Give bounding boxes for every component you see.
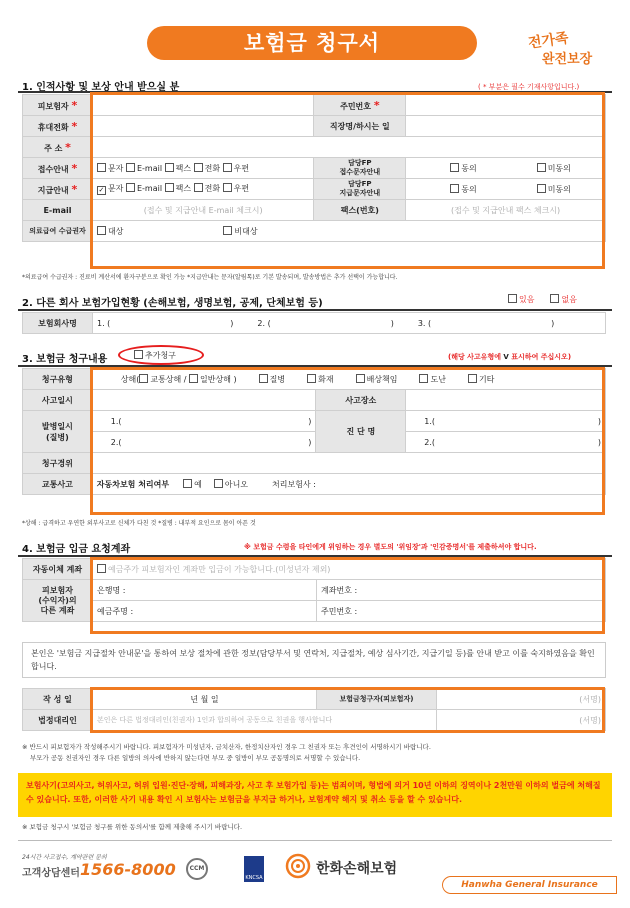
section1-heading: 1. 인적사항 및 보상 안내 받으실 분: [22, 82, 180, 93]
fp-receipt-disagree-checkbox[interactable]: [537, 163, 546, 172]
claim-type-label: 청구유형: [23, 369, 93, 390]
mobile-input[interactable]: [92, 116, 313, 137]
fp-payment-options: 동의 미동의: [406, 179, 606, 200]
medical-options: 대상 비대상: [92, 221, 605, 242]
medical-label: 의료급여 수급권자: [23, 221, 93, 242]
rep-label: 법정대리인: [23, 710, 93, 731]
fp-receipt-label: 담당FP 접수문자안내: [314, 158, 406, 179]
other-insurance-yes: 있음 없음: [508, 294, 577, 305]
payment-options: ✓ 문자 E-mail 팩스 전화 우편: [92, 179, 313, 200]
auto-no-checkbox[interactable]: [214, 479, 223, 488]
payment-email-checkbox[interactable]: [126, 183, 135, 192]
auto-yes-checkbox[interactable]: [183, 479, 192, 488]
account-table: [22, 558, 606, 622]
email-input[interactable]: (접수 및 지급안내 E-mail 체크시): [92, 200, 313, 221]
payment-fax-checkbox[interactable]: [165, 183, 174, 192]
place-label: 사고장소: [316, 390, 406, 411]
medical-target-checkbox[interactable]: [97, 226, 106, 235]
receipt-mail-checkbox[interactable]: [223, 163, 232, 172]
hanwha-logo-icon: [285, 853, 311, 879]
mobile-label: 휴대전화 *: [23, 116, 93, 137]
onset-label: 발병일시 (질병): [23, 411, 93, 453]
notes: ※ 반드시 피보험자가 작성해주시기 바랍니다. 피보험자가 미성년자, 금치산자, 한정치산자인 경우 그 친권자 또는 후견인이 서명하시기 바랍니다. 부모가 공동 친권자인 경우 다른 일방의 의사에 반하지 않는다면 부모 중 일방이 부모 공동명의로 서명할 수 있습니다.: [22, 743, 431, 762]
claim-type-options: 상해( 교통상해 / 일반상해 ) 질병 화재 배상책임 도난 기타: [92, 369, 605, 390]
owner-input[interactable]: 예금주명 :: [93, 601, 317, 622]
other-checkbox[interactable]: [468, 374, 477, 383]
consent-text: 본인은 '보험금 지급절차 안내문'을 통하여 보상 절차에 관한 정보(담당부서 및 연락처, 지급절차, 예상 심사기간, 지급기일 등)를 안내 받고 이를 숙지하였음을 확인합니다.: [22, 642, 606, 678]
onset-2[interactable]: 2.( ): [92, 432, 316, 453]
fax-label: 팩스(번호): [314, 200, 406, 221]
extra-claim-checkbox[interactable]: [134, 350, 143, 359]
fp-payment-disagree-checkbox[interactable]: [537, 184, 546, 193]
section1-footnote: *의료급여 수급권자 : 진료비 계산서에 환자구분으로 확인 가능 *지급안내는 문자(알림톡)로 기본 발송되며, 발송방법은 추가 선택이 가능합니다.: [22, 274, 398, 281]
section3-footnote: *상해 : 급격하고 우연한 외부사고로 신체가 다친 것 *질병 : 내부적 요인으로 몸이 아픈 것: [22, 520, 256, 527]
receipt-label: 접수안내 *: [23, 158, 93, 179]
fp-receipt-options: 동의 미동의: [406, 158, 606, 179]
date-label: 사고일시: [23, 390, 93, 411]
receipt-phone-checkbox[interactable]: [194, 163, 203, 172]
logo-line1: 전가족: [527, 30, 570, 52]
claim-table: [22, 368, 606, 495]
payment-sms-checkbox[interactable]: ✓: [98, 186, 105, 194]
fax-input[interactable]: (접수 및 지급안내 팩스 체크시): [406, 200, 606, 221]
account-input[interactable]: 계좌번호 :: [317, 580, 606, 601]
auto-options: 자동차보험 처리여부 예 아니오 처리보험사 :: [92, 474, 605, 495]
date-input[interactable]: [92, 390, 316, 411]
holder-label: 피보험자 (수익자)의 다른 계좌: [23, 580, 93, 622]
course-input[interactable]: [92, 453, 605, 474]
receipt-sms-checkbox[interactable]: [97, 163, 106, 172]
ccm-badge: CCM: [186, 858, 208, 880]
resid-input[interactable]: 주민번호 :: [317, 601, 606, 622]
onset-1[interactable]: 1.( ): [92, 411, 316, 432]
theft-checkbox[interactable]: [419, 374, 428, 383]
bank-input[interactable]: 은행명 :: [93, 580, 317, 601]
center-phone[interactable]: 1566-8000: [80, 860, 176, 879]
section3-note: (해당 사고유형에 V 표시하여 주십시오): [448, 353, 572, 361]
rep-text[interactable]: 본인은 다른 법정대리인(친권자) 1인과 합의하여 공동으로 친권을 행사합니다: [93, 710, 437, 731]
job-label: 직장명/하시는 일: [314, 116, 406, 137]
company-name: 한화손해보험: [316, 861, 398, 877]
payment-phone-checkbox[interactable]: [194, 183, 203, 192]
company-english: Hanwha General Insurance: [442, 876, 617, 894]
logo-line2: 완전보장: [542, 52, 593, 67]
address-input[interactable]: [92, 137, 605, 158]
general-checkbox[interactable]: [189, 374, 198, 383]
extra-claim: 추가청구: [134, 350, 176, 361]
payment-label: 지급안내 *: [23, 179, 93, 200]
slogan-logo: [520, 20, 615, 70]
fp-payment-label: 담당FP 지급문자안내: [314, 179, 406, 200]
receipt-fax-checkbox[interactable]: [165, 163, 174, 172]
liability-checkbox[interactable]: [356, 374, 365, 383]
course-label: 청구경위: [23, 453, 93, 474]
auto-account: 예금주가 피보험자인 계좌만 입금이 가능합니다.(미성년자 제외): [93, 559, 606, 580]
fp-payment-agree-checkbox[interactable]: [450, 184, 459, 193]
company-label: 보험회사명: [23, 313, 93, 334]
hours-text: 24시간 사고접수, 계약관련 문의: [22, 854, 107, 861]
resident-no-input[interactable]: [406, 95, 606, 116]
insured-label: 피보험자 *: [23, 95, 93, 116]
auto-account-checkbox[interactable]: [97, 564, 106, 573]
note-consent: ※ 보험금 청구시 '보험금 청구를 위한 동의서'를 함께 제출해 주시기 바랍니다.: [22, 823, 243, 831]
resident-no-label: 주민번호 *: [314, 95, 406, 116]
receipt-email-checkbox[interactable]: [126, 163, 135, 172]
address-label: 주 소 *: [23, 137, 93, 158]
center-label: 고객상담센터: [22, 868, 80, 879]
fraud-warning: 보험사기(고의사고, 허위사고, 허위 입원·진단·장해, 피해과장, 사고 후 보험가입 등)는 범죄이며, 형법에 의거 10년 이하의 징역이나 2천만원 이하의 벌금에 처해질 수 있습니다. 또한, 이러한 사기 내용 확인 시 보험사는 보험금을 부지급 하거나, 보험계약 해지 및 취소 등을 할 수 있습니다.: [18, 773, 612, 817]
diag-label: 진 단 명: [316, 411, 406, 453]
no-checkbox[interactable]: [550, 294, 559, 303]
fp-receipt-agree-checkbox[interactable]: [450, 163, 459, 172]
place-input[interactable]: [406, 390, 606, 411]
personal-info-table: [22, 94, 606, 242]
claimant-sign[interactable]: (서명): [437, 689, 606, 710]
section2-heading: 2. 다른 회사 보험가입현황 (손해보험, 생명보험, 공제, 단체보험 등): [22, 298, 323, 309]
traffic-checkbox[interactable]: [139, 374, 148, 383]
date-written-input[interactable]: 년 월 일: [93, 689, 317, 710]
claimant-label: 보험금청구자(피보험자): [317, 689, 437, 710]
receipt-options: 문자 E-mail 팩스 전화 우편: [92, 158, 313, 179]
email-label: E-mail: [23, 200, 93, 221]
fire-checkbox[interactable]: [307, 374, 316, 383]
diag-2[interactable]: 2.( ): [406, 432, 606, 453]
kncsa-badge: KNCSA: [244, 856, 264, 882]
traffic-label: 교통사고: [23, 474, 93, 495]
disease-checkbox[interactable]: [259, 374, 268, 383]
rep-sign[interactable]: (서명): [437, 710, 606, 731]
medical-nontarget-checkbox[interactable]: [223, 226, 232, 235]
section4-heading: 4. 보험금 입금 요청계좌: [22, 544, 131, 555]
other-insurance-table: [22, 312, 606, 334]
diag-1[interactable]: 1.( ): [406, 411, 606, 432]
job-input[interactable]: [406, 116, 606, 137]
date-written-label: 작 성 일: [23, 689, 93, 710]
company-inputs[interactable]: 1. ( ) 2. ( ) 3. ( ): [93, 313, 606, 334]
form-title: 보험금 청구서: [147, 26, 477, 60]
yes-checkbox[interactable]: [508, 294, 517, 303]
sign-table: [22, 688, 606, 731]
payment-mail-checkbox[interactable]: [223, 183, 232, 192]
insured-input[interactable]: [92, 95, 313, 116]
section4-warning: ※ 보험금 수령을 타인에게 위임하는 경우 별도의 '위임장'과 '인감증명서'를 제출하셔야 합니다.: [244, 543, 537, 551]
auto-account-label: 자동이체 계좌: [23, 559, 93, 580]
required-note: ( * 부분은 필수 기재사항입니다.): [478, 83, 580, 91]
section3-heading: 3. 보험금 청구내용: [22, 354, 108, 365]
